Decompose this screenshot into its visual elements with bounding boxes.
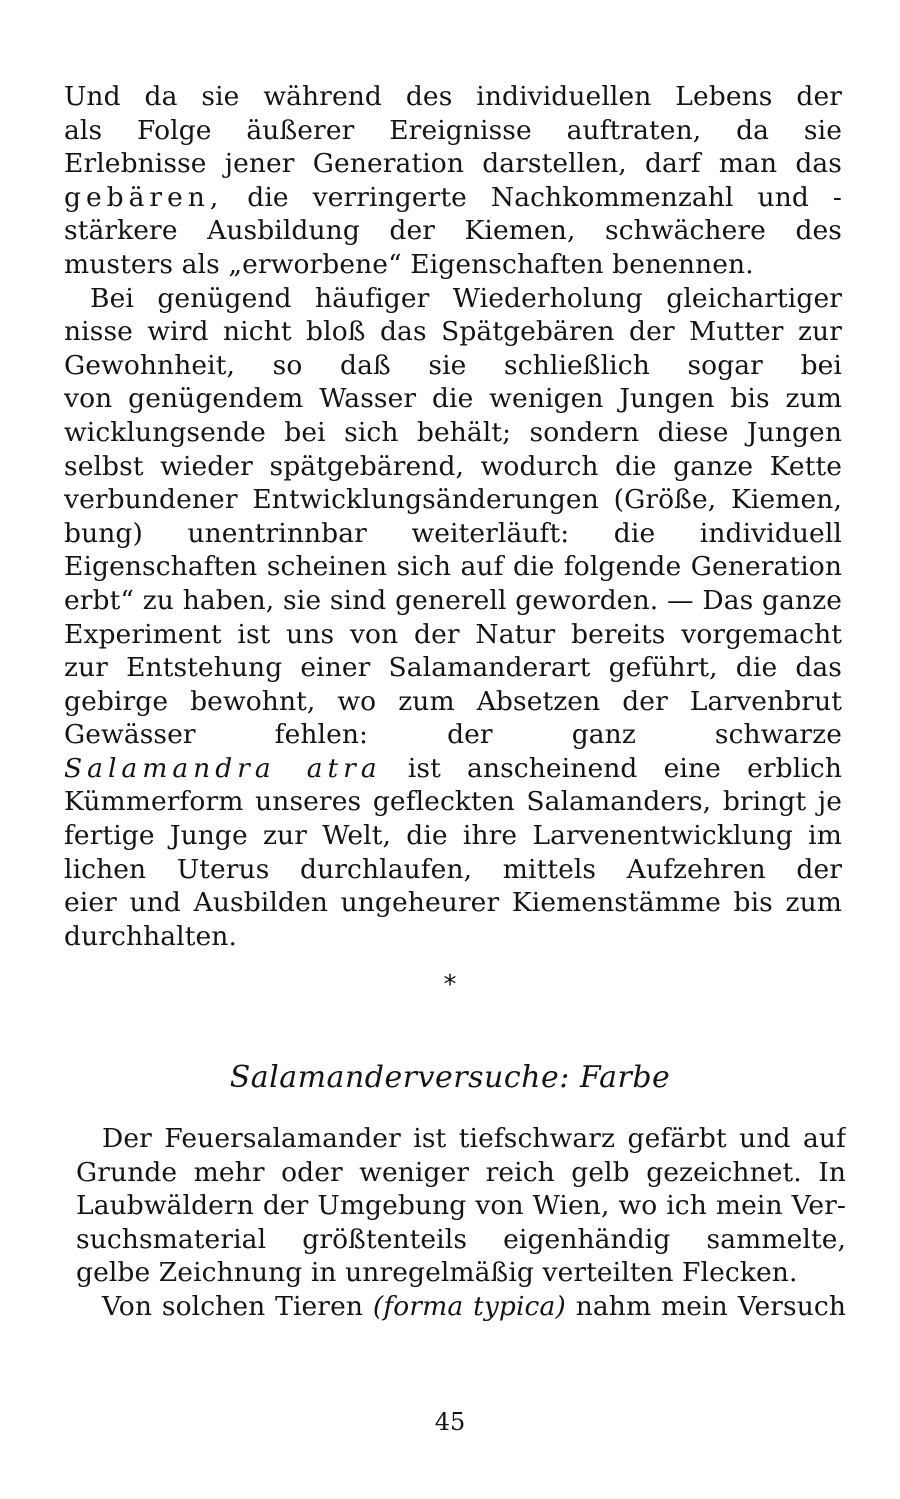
section-ornament: * (443, 970, 457, 1000)
text-line: Und da sie während des individuellen Lebens der (64, 81, 842, 112)
spaced-emphasis: gebären, (64, 181, 224, 213)
text-line: lichen Uterus durchlaufen, mittels Aufzehren der (64, 853, 842, 885)
text-line: selbst wieder spätgebärend, wodurch die ganze Kette (64, 450, 842, 482)
text-segment: die verringerte Nachkommenzahl und - (247, 181, 842, 213)
text-line: zur Entstehung einer Salamanderart geführt, die das (64, 652, 842, 684)
text-segment: ist anscheinend eine erblich (407, 752, 842, 784)
text-segment: Gewässer fehlen: der ganz schwarze (64, 719, 842, 751)
text-line: erbt“ zu haben, sie sind generell geworden. — Das ganze (64, 584, 842, 616)
text-segment: Von solchen Tieren (102, 1290, 364, 1322)
text-line (64, 181, 842, 215)
text-line: von genügendem Wasser die wenigen Jungen bis zum (64, 383, 842, 415)
text-line: verbundener Entwicklungsänderungen (Größe, Kiemen, (64, 484, 842, 516)
text-line: Laubwäldern der Umgebung von Wien, wo ich mein Ver- (76, 1190, 846, 1222)
text-line: Gewohnheit, so daß sie schließlich sogar bei (64, 349, 842, 381)
text-line: musters als „erworbene“ Eigenschaften benennen. (64, 248, 754, 280)
text-line (64, 718, 842, 752)
text-line (64, 752, 842, 786)
paragraph-color-experiments (76, 1122, 846, 1324)
section-heading: Salamanderversuche: Farbe (229, 1060, 671, 1095)
text-line: Eigenschaften scheinen sich auf die folgende Generation (64, 551, 842, 583)
text-line: als Folge äußerer Ereignisse auftraten, da sie (64, 114, 842, 146)
page-number: 45 (434, 1408, 466, 1436)
text-line: Der Feuersalamander ist tiefschwarz gefärbt und auf (102, 1123, 846, 1154)
paragraph-heredity-intro (64, 80, 842, 953)
text-line: Grunde mehr oder weniger reich gelb gezeichnet. In (76, 1156, 846, 1188)
italic-term: (forma typica) (372, 1290, 566, 1322)
text-line: Experiment ist uns von der Natur bereits vorgemacht (64, 618, 842, 650)
species-name-italic: Salamandra atra (64, 752, 382, 784)
text-segment: nahm mein Versuch (575, 1290, 846, 1322)
text-line: eier und Ausbilden ungeheurer Kiemenstämme bis zum (64, 887, 842, 919)
text-line: gelbe Zeichnung in unregelmäßig verteilten Flecken. (76, 1257, 798, 1289)
text-line: nisse wird nicht bloß das Spätgebären der Mutter zur (64, 316, 842, 348)
text-line (64, 147, 842, 181)
text-segment: Erlebnisse jener Generation darstellen, darf man das (64, 148, 842, 180)
text-line: bung) unentrinnbar weiterläuft: die individuell (64, 517, 842, 549)
text-line (76, 1290, 846, 1324)
text-line: Bei genügend häufiger Wiederholung gleichartiger (90, 282, 842, 314)
text-line: wicklungsende bei sich behält; sondern diese Jungen (64, 416, 842, 448)
text-line: durchhalten. (64, 920, 237, 952)
text-line: fertige Junge zur Welt, die ihre Larvenentwicklung im (64, 820, 842, 852)
text-line: Kümmerform unseres gefleckten Salamanders, bringt je (64, 786, 842, 818)
text-line: gebirge bewohnt, wo zum Absetzen der Larvenbrut (64, 685, 842, 717)
text-line: stärkere Ausbildung der Kiemen, schwächere des (64, 215, 842, 247)
text-line: suchsmaterial größtenteils eigenhändig sammelte, (76, 1223, 846, 1255)
